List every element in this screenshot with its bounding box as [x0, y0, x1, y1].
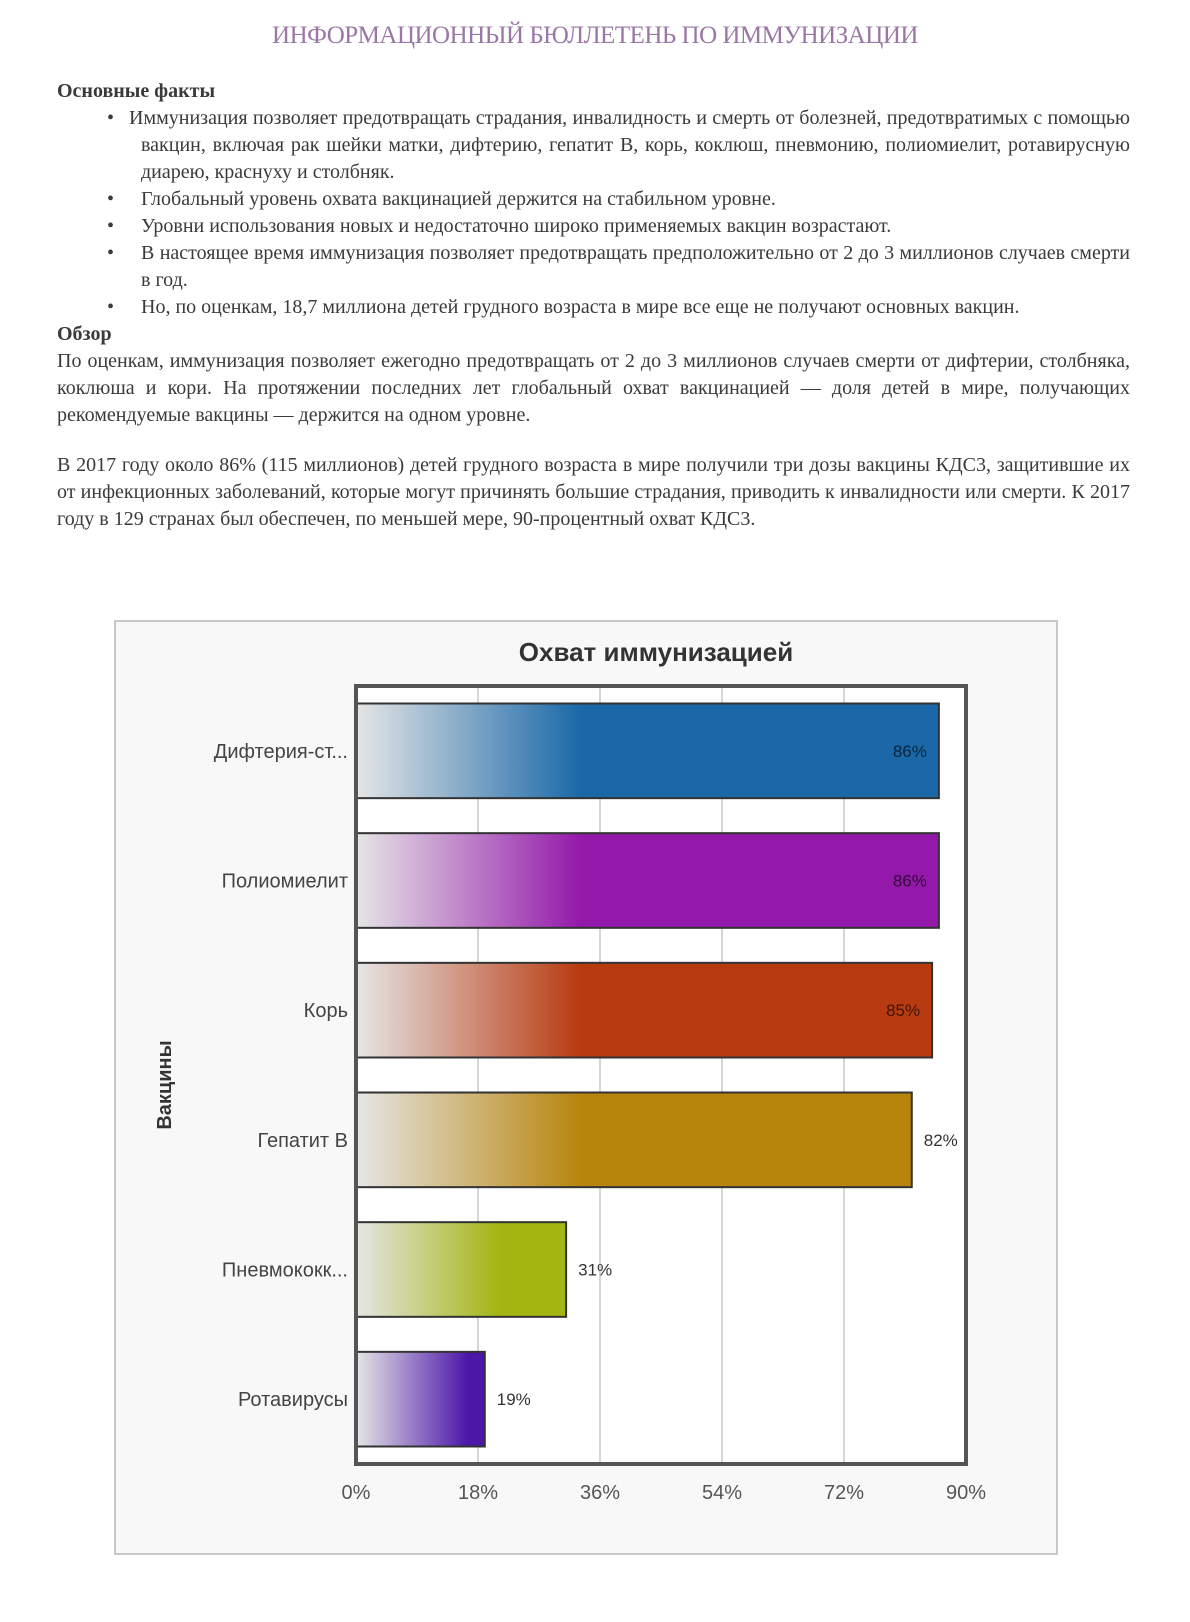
category-label: Ротавирусы [237, 1389, 348, 1412]
document-title: ИНФОРМАЦИОННЫЙ БЮЛЛЕТЕНЬ ПО ИММУНИЗАЦИИ [272, 22, 918, 49]
y-axis-title: Вакцины [154, 1040, 176, 1130]
chart-svg [116, 622, 1056, 1553]
category-label: Пневмококк... [221, 1259, 348, 1282]
bullet-icon: • [107, 296, 115, 318]
section-heading-overview: Обзор [57, 323, 112, 345]
bar [356, 1222, 566, 1317]
category-label: Корь [303, 1000, 348, 1023]
document-body [57, 78, 1130, 533]
x-tick-label: 72% [823, 1482, 865, 1504]
bullet-icon: • [107, 107, 115, 129]
overview-paragraph-1: По оценкам, иммунизация позволяет ежегодно предотвращать от 2 до 3 миллионов случаев смерти от дифтерии, столбняка, коклюша и кори. На протяжении последних лет глобальный охват вакцинацией — доля детей в мире, получающих рекомендуемые вакцины — держится на одном уровне. [57, 350, 1130, 426]
x-tick-label: 54% [701, 1482, 743, 1504]
plot-area [356, 686, 966, 1464]
category-label: Полиомиелит [221, 870, 348, 893]
immunization-chart [114, 620, 1058, 1555]
x-tick-label: 90% [945, 1482, 987, 1504]
chart-title: Охват иммунизацией [518, 637, 794, 667]
value-label: 82% [923, 1130, 958, 1150]
bar [356, 1352, 485, 1447]
list-item: • В настоящее время иммунизация позволяет предотвращать предположительно от 2 до 3 миллионов случаев смерти в год. [107, 242, 1130, 291]
value-label: 19% [496, 1390, 531, 1410]
category-label: Дифтерия-ст... [213, 740, 348, 763]
list-item: • Но, по оценкам, 18,7 миллиона детей грудного возраста в мире все еще не получают основных вакцин. [57, 294, 1130, 321]
category-label: Гепатит B [257, 1129, 348, 1152]
list-item: • Уровни использования новых и недостаточно широко применяемых вакцин возрастают. [57, 213, 1130, 240]
bar [356, 704, 939, 799]
x-tick-label: 18% [457, 1482, 499, 1504]
bar [356, 1093, 912, 1188]
value-label: 86% [892, 871, 927, 891]
x-tick-label: 36% [579, 1482, 621, 1504]
bullet-icon: • [107, 242, 115, 264]
bar [356, 963, 932, 1058]
value-label: 31% [578, 1260, 613, 1280]
key-facts-list [57, 105, 1130, 321]
value-label: 86% [892, 741, 927, 761]
overview-paragraph-2: В 2017 году около 86% (115 миллионов) детей грудного возраста в мире получили три дозы вакцины КДС3, защитившие их от инфекционных заболеваний, которые могут причинять большие страдания, приводить к инвалидности или смерти. К 2017 году в 129 странах был обеспечен, по меньшей мере, 90-процентный охват КДС3. [57, 454, 1130, 530]
bullet-icon: • [107, 188, 115, 210]
list-item: • Иммунизация позволяет предотвращать страдания, инвалидность и смерть от болезней, предотвратимых с помощью вакцин, включая рак шейки матки, дифтерию, гепатит B, корь, коклюш, пневмонию, полиомиелит, ротавирусную диарею, краснуху и столбняк. [107, 107, 1130, 183]
x-tick-label: 0% [341, 1482, 371, 1504]
value-label: 85% [886, 1001, 921, 1021]
bar [356, 833, 939, 928]
bullet-icon: • [107, 215, 115, 237]
list-item: • Глобальный уровень охвата вакцинацией держится на стабильном уровне. [57, 186, 1130, 213]
section-heading-key-facts: Основные факты [57, 80, 216, 102]
